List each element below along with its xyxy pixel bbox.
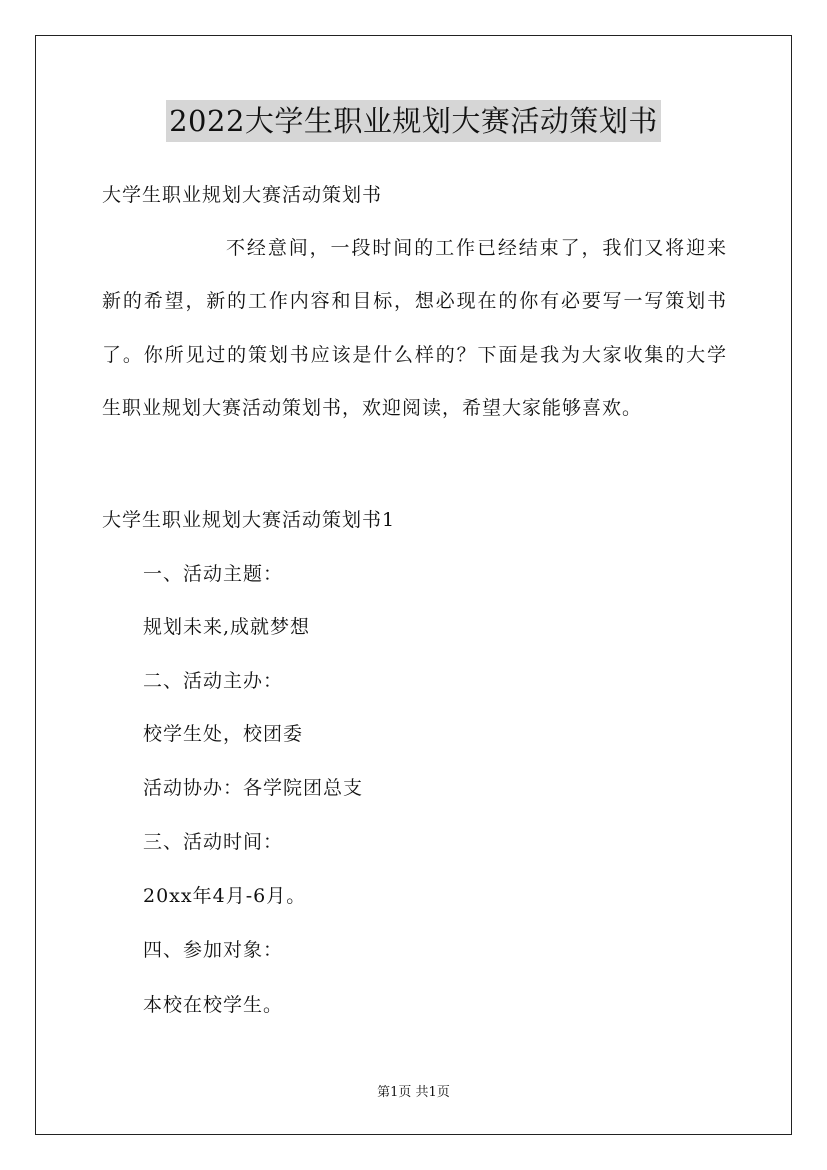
item-theme-heading: 一、活动主题： [143, 563, 284, 585]
item-time-heading: 三、活动时间： [143, 831, 284, 853]
intro-line-3: 了。你所见过的策划书应该是什么样的？下面是我为大家收集的大学 [102, 344, 727, 366]
page-footer [0, 1085, 827, 1101]
item-co-organizer: 活动协办：各学院团总支 [143, 777, 364, 799]
intro-line-2: 新的希望，新的工作内容和目标，想必现在的你有必要写一写策划书 [102, 290, 727, 312]
title-container [0, 100, 827, 142]
intro-line-4: 生职业规划大赛活动策划书，欢迎阅读，希望大家能够喜欢。 [102, 397, 643, 419]
page-number-label: 第1页 共1页 [377, 1085, 450, 1100]
intro-line-1: 不经意间，一段时间的工作已经结束了，我们又将迎来 [226, 237, 727, 259]
item-time-value: 20xx年4月-6月。 [143, 885, 307, 907]
item-theme-value: 规划未来,成就梦想 [143, 616, 311, 638]
document-title: 2022大学生职业规划大赛活动策划书 [166, 100, 661, 142]
document-subtitle: 大学生职业规划大赛活动策划书 [102, 184, 383, 206]
section-heading: 大学生职业规划大赛活动策划书1 [102, 509, 396, 531]
item-participants-heading: 四、参加对象： [143, 939, 284, 961]
item-organizer-value: 校学生处，校团委 [143, 723, 304, 745]
item-organizer-heading: 二、活动主办： [143, 670, 284, 692]
item-participants-value: 本校在校学生。 [143, 994, 284, 1016]
